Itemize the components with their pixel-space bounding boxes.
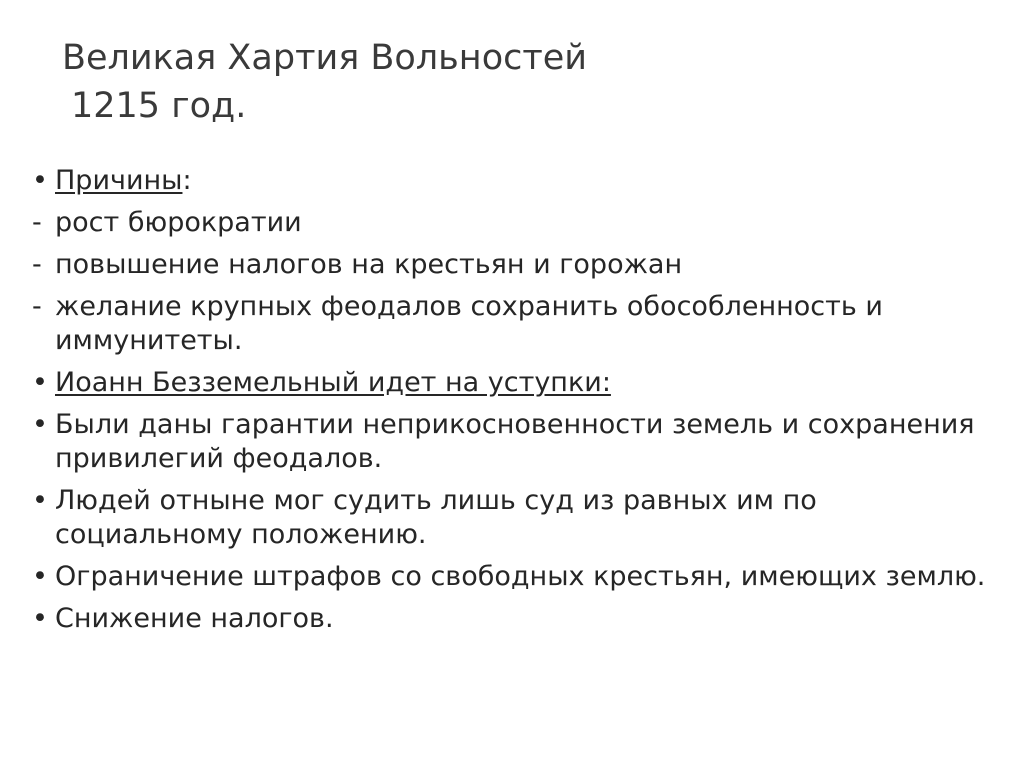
concessions-heading: Иоанн Безземельный идет на уступки: — [55, 367, 611, 398]
bullet-list — [32, 164, 1007, 644]
list-item-text: повышение налогов на крестьян и горожан — [55, 249, 683, 280]
list-item — [32, 248, 1007, 282]
list-item — [32, 206, 1007, 240]
list-item — [32, 290, 1007, 358]
list-item-text: Людей отныне мог судить лишь суд из равных им по социальному положению. — [55, 485, 817, 550]
bullet-marker: • — [32, 165, 48, 196]
bullet-marker: • — [32, 367, 48, 398]
causes-heading: Причины — [55, 165, 183, 196]
list-item — [32, 484, 1007, 552]
list-item — [32, 408, 1007, 476]
list-item-text: рост бюрократии — [55, 207, 302, 238]
title-line-1: Великая Хартия Вольностей — [62, 38, 588, 78]
list-item — [32, 602, 1007, 636]
dash-marker: - — [32, 249, 42, 280]
list-item-text: Были даны гарантии неприкосновенности земель и сохранения привилегий феодалов. — [55, 409, 975, 474]
bullet-marker: • — [32, 409, 48, 440]
causes-colon: : — [182, 165, 192, 196]
list-item — [32, 366, 1007, 400]
list-item-text: Ограничение штрафов со свободных крестьян, имеющих землю. — [55, 561, 986, 592]
list-item — [32, 560, 1007, 594]
title-line-2: 1215 год. — [71, 86, 247, 126]
bullet-marker: • — [32, 603, 48, 634]
dash-marker: - — [32, 291, 42, 322]
dash-marker: - — [32, 207, 42, 238]
list-item-text: Снижение налогов. — [55, 603, 334, 634]
list-item — [32, 164, 1007, 198]
bullet-marker: • — [32, 485, 48, 516]
list-item-text: желание крупных феодалов сохранить обособленность и иммунитеты. — [55, 291, 883, 356]
slide-title — [62, 34, 587, 130]
bullet-marker: • — [32, 561, 48, 592]
